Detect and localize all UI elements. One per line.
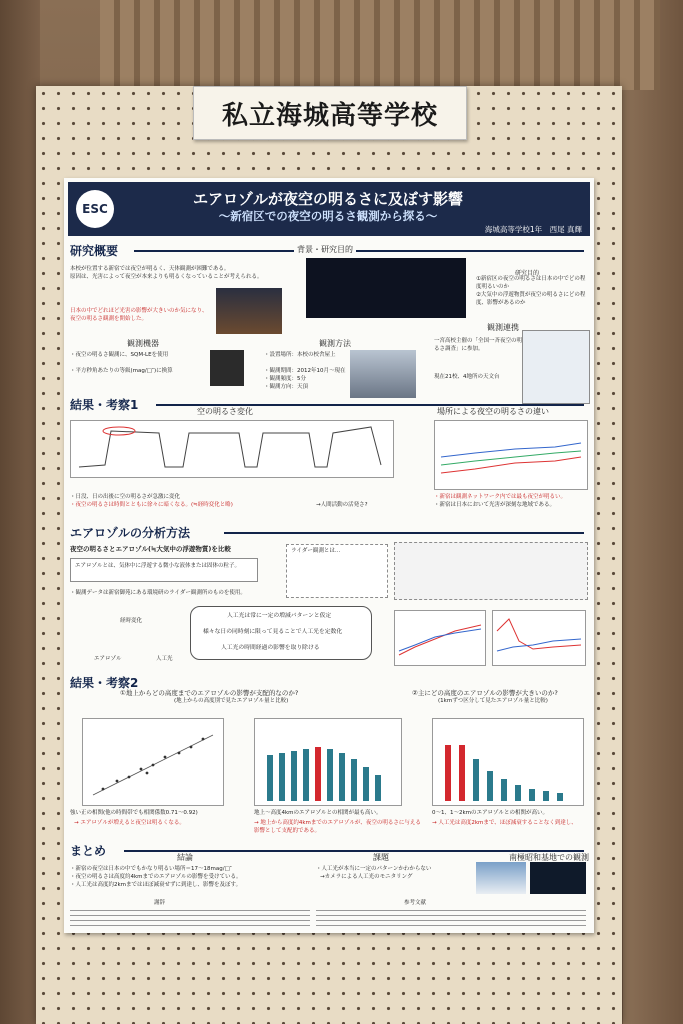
lidar-heading: ライダー観測とは…: [291, 548, 341, 554]
antarctic-photo-1: [476, 862, 526, 894]
section-aerosol-method: エアロゾルの分析方法: [70, 526, 191, 540]
network-1: 一宮高校主催の「全国一斉夜空の明るさ調査」に参加。: [434, 338, 523, 352]
results1-red: ・夜空の明るさは時間とともに徐々に暗くなる。(≒経時変化と略): [70, 502, 233, 508]
correlation-scatter-chart: [82, 718, 224, 806]
bar: [315, 747, 321, 801]
question-1: ①地上からどの高度までのエアロゾルの影響が支配的なのか?: [120, 689, 299, 697]
result-height: 地上〜高度4kmのエアロゾルとの相関が最も高い。: [254, 810, 382, 816]
bar: [515, 785, 521, 801]
section-results1: 結果・考察1: [70, 398, 139, 412]
location-red: ・新宿は観測ネットワーク内では最も夜空が明るい。: [434, 494, 567, 500]
references-heading: 参考文献: [404, 900, 427, 906]
conclusion-3: ・人工光は高度約2kmまではほぼ減衰せずに到達し、影響を及ぼす。: [70, 882, 242, 888]
subsection-location-diff: 場所による夜空の明るさの違い: [434, 406, 552, 417]
brightness-aerosol-chart-b: [492, 610, 586, 666]
bar: [303, 749, 309, 801]
artificial-light-model-box: [190, 606, 372, 660]
instruments-1: ・夜空の明るさ観測に、SQM-LEを使用: [70, 352, 169, 358]
poster-title: エアロゾルが夜空の明るさに及ぼす影響: [192, 190, 463, 208]
result-layer-red: → 人工光は高度2kmまで、ほぼ減衰することなく到達し、: [432, 820, 577, 826]
purpose-2: ②大気中の浮遊物質が夜空の明るさにどの程度、影響があるのか: [476, 292, 586, 306]
purpose-1: ①新宿区の夜空の明るさは日本の中でどの程度明るいのか: [476, 276, 586, 290]
aerosol-definition: エアロゾルとは、気体中に浮遊する微小な液体または固体の粒子。: [75, 563, 241, 569]
result-correlation-red: → エアロゾルが増えると夜空は明るくなる。: [74, 820, 185, 826]
question-2-note: (1kmずつ区分して見たエアロゾル量と比較): [438, 698, 548, 704]
lidar-box: [286, 544, 388, 598]
school-name: 私立海城高等学校: [221, 100, 438, 131]
model-2: 様々な日の同時刻に限って見ることで人工光を定数化: [203, 629, 343, 635]
results1-2: →人間活動の活発さ?: [316, 502, 368, 508]
overview-text-1: 本校が位置する新宿では夜空が明るく、天体観測が困難である。: [70, 266, 230, 272]
bar: [327, 749, 333, 801]
method-3: ・観測頻度：5分: [264, 376, 306, 382]
model-1: 人工光は常に一定の増減パターンと仮定: [227, 613, 332, 619]
chart-b-lines: [493, 611, 585, 665]
subsection-conclusion: 結論: [174, 852, 196, 863]
results1-1: ・日没、日の出後に空の明るさが急激に変化: [70, 494, 181, 500]
club-logo-icon: ESC: [76, 190, 114, 228]
label-aerosol: エアロゾル: [94, 656, 122, 662]
location-2: ・新宿は日本において光害が深刻な地域である。: [434, 502, 556, 508]
result-correlation: 強い正の相関(他の時間帯でも相関係数0.71〜0.92): [70, 810, 198, 816]
bar: [339, 753, 345, 801]
question-2: ②主にどの高度のエアロゾルの影響が大きいのか?: [412, 689, 558, 697]
rooftop-photo: [350, 350, 416, 398]
aerosol-compare: 夜空の明るさとエアロゾル(≒大気中の浮遊物質)を比較: [70, 545, 231, 553]
chart-a-lines: [395, 611, 485, 665]
lidar-map-figure: [394, 542, 588, 600]
method-1: ・設置場所：本校の校舎屋上: [264, 352, 336, 358]
section-summary: まとめ: [70, 844, 107, 858]
layer-correlation-bar-chart: [432, 718, 584, 806]
poster-author: 海城高等学校1年 西尾 真輝: [484, 225, 582, 234]
subsection-issues: 課題: [370, 852, 392, 863]
poster-header: [68, 182, 590, 236]
acknowledgement-body: [70, 910, 310, 928]
overview-text-2: 原因は、光害によって夜空が本来よりも明るくなっていることが考えられる。: [70, 274, 263, 280]
bar: [375, 775, 381, 801]
section-divider: [134, 250, 584, 252]
subsection-background: 背景・研究目的: [294, 244, 356, 255]
references-body: [316, 910, 586, 928]
location-comparison-chart: [434, 420, 588, 490]
antarctic-photo-2: [530, 862, 586, 894]
bar: [459, 745, 465, 801]
brightness-aerosol-chart-a: [394, 610, 486, 666]
label-artificial-light: 人工光: [156, 656, 173, 662]
bar: [267, 755, 273, 801]
research-poster: [64, 178, 594, 933]
brightness-time-chart: [70, 420, 394, 478]
conclusion-2: ・夜空の明るさは高度約4kmまでのエアロゾルの影響を受けている。: [70, 874, 242, 880]
result-height-red: → 地上から高度約4kmまでのエアロゾルが、夜空の明るさに与える影響として支配的である。: [254, 820, 421, 834]
poster-subtitle: 〜新宿区での夜空の明るさ観測から探る〜: [218, 209, 438, 223]
question-1-note: (地上からの高度別で見たエアロゾル量と比較): [174, 698, 289, 704]
bar: [543, 791, 549, 801]
conclusion-1: ・新宿の夜空は日本の中でもかなり明るい場所＝17〜18mag/□″: [70, 866, 232, 872]
model-3: 人工光の時間経過の影響を取り除ける: [221, 645, 320, 651]
bar: [279, 753, 285, 801]
method-4: ・観測方向：天頂: [264, 384, 309, 390]
bar: [473, 759, 479, 801]
wall-left: [0, 0, 40, 1024]
subsection-antarctic: 南極昭和基地での観測: [506, 852, 592, 863]
sqm-device-photo: [210, 350, 244, 386]
subsection-network: 観測連携: [484, 322, 522, 333]
method-2: ・観測期間：2012年10月〜現在: [264, 368, 346, 374]
label-time-change: 経時変化: [120, 618, 143, 624]
bar: [291, 751, 297, 801]
purpose-heading: 研究目的: [512, 268, 542, 277]
height-correlation-bar-chart: [254, 718, 402, 806]
network-2: 現在21校、4地所の天文台: [434, 374, 500, 380]
subsection-brightness-change: 空の明るさ変化: [194, 406, 256, 417]
bar: [529, 789, 535, 801]
school-name-card: [193, 86, 467, 140]
aerosol-definition-box: [70, 558, 258, 582]
section-overview: 研究概要: [70, 244, 119, 258]
japan-map: [522, 330, 590, 404]
bar: [445, 745, 451, 801]
result-layer: 0〜1、1〜2kmのエアロゾルとの相関が高い。: [432, 810, 549, 816]
brightness-curve: [71, 421, 393, 477]
wall-right: [623, 0, 683, 1024]
scatter-plot: [83, 719, 223, 805]
earth-at-night-photo: [306, 258, 466, 318]
bar: [363, 767, 369, 801]
bar: [487, 771, 493, 801]
bar: [501, 779, 507, 801]
subsection-method: 観測方法: [316, 338, 354, 349]
overview-text-red: 日本の中でどれほど光害の影響が大きいのか気になり、夜空の明るさ観測を開始した。: [70, 308, 208, 322]
section-results2: 結果・考察2: [70, 676, 139, 690]
section-divider: [224, 532, 584, 534]
location-curves: [435, 421, 587, 489]
acknowledgement-heading: 謝辞: [154, 900, 166, 906]
city-night-photo: [216, 288, 282, 334]
issue-2: →カメラによる人工光のモニタリング: [320, 874, 413, 880]
aerosol-data-source: ・観測データは新宿御苑にある環境研のライダー観測所のものを使用。: [70, 590, 246, 596]
wooden-slats: [100, 0, 660, 90]
instruments-2: ・平方秒角あたりの等級(mag/□″)に換算: [70, 368, 173, 374]
issue-1: ・人工光が本当に一定のパターンかわからない: [316, 866, 432, 872]
subsection-instruments: 観測機器: [124, 338, 162, 349]
bar: [351, 759, 357, 801]
bar: [557, 793, 563, 801]
